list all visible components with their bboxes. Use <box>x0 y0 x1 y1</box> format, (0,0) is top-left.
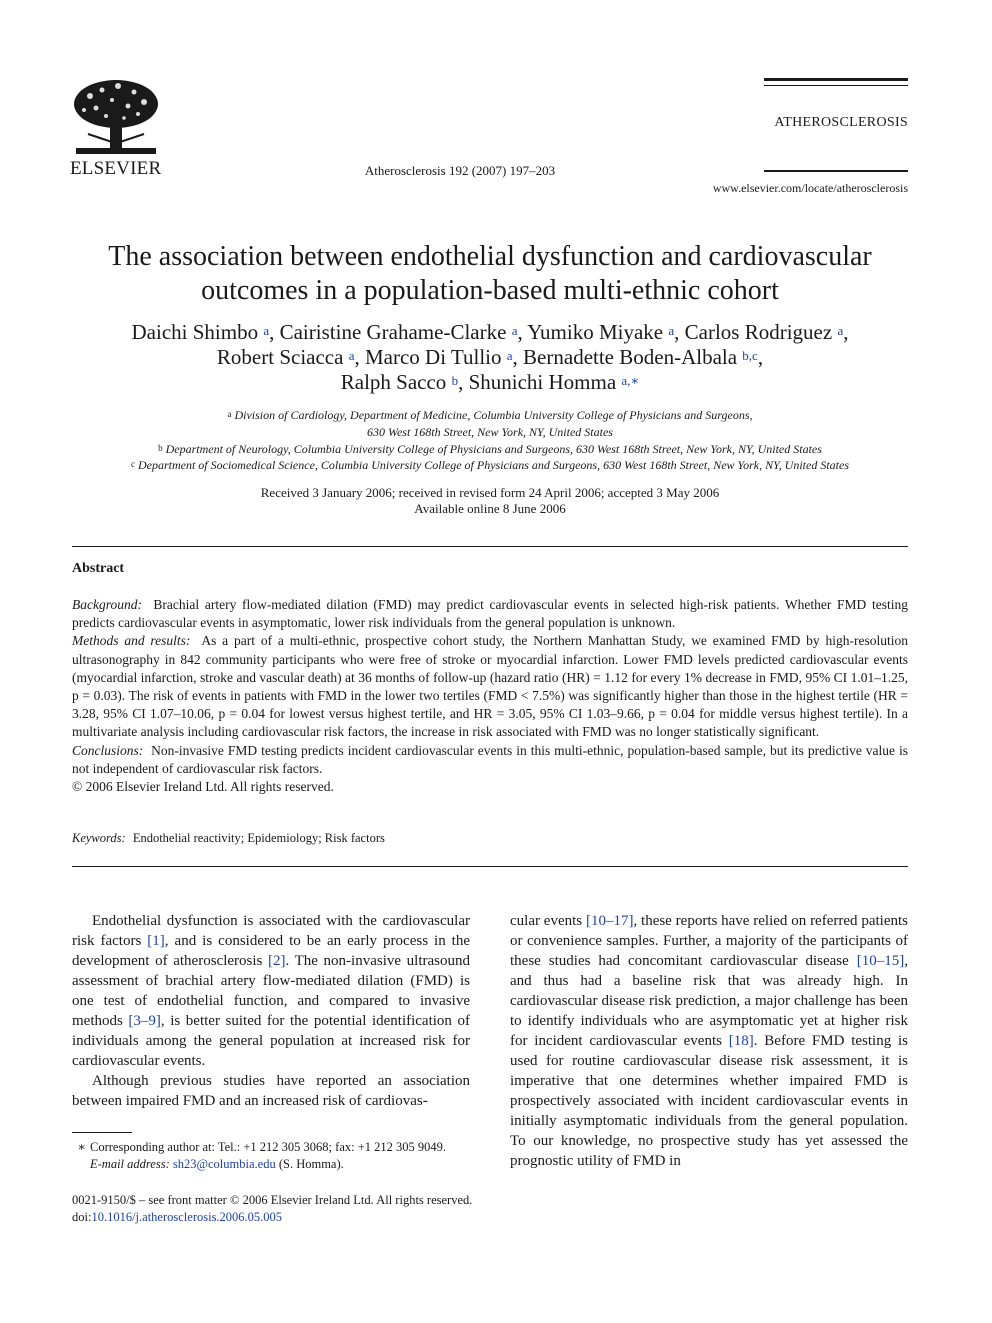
body-paragraph: Although previous studies have reported an association between impaired FMD and an increased risk of cardiovas- <box>72 1073 470 1109</box>
copyright: © 2006 Elsevier Ireland Ltd. All rights reserved. <box>72 779 334 795</box>
author-affiliation-mark[interactable]: a <box>511 323 518 338</box>
journal-citation: Atherosclerosis 192 (2007) 197–203 <box>364 163 556 178</box>
methods-text: As a part of a multi-ethnic, prospective cohort study, the Northern Manhattan Study, we examined FMD by high-resolution ultrasonography in 842 community participants who were free of stroke or myocardial infarction. Lower FMD levels predicted cardiovascular events (myocardial infarction, stroke and vascular death) at 36 months of follow-up (hazard ratio (HR) = 1.12 for every 1% decrease in FMD, 95% CI 1.01–1.25, p = 0.03). The risk of events in patients with FMD in the lower two tertiles (FMD < 7.5%) was significantly higher than those in the highest tertile (HR = 3.28, 95% CI 1.07–10.06, p = 0.04 for lowest versus highest tertile, and HR = 3.05, 95% CI 1.03–9.66, p = 0.04 for middle versus highest tertile). In a multivariate analysis including cardiovascular risk factors, the increase in risk associated with FMD was no longer statistically significant. <box>72 633 908 740</box>
body-paragraph <box>510 911 908 1171</box>
author-affiliation-mark[interactable]: a,∗ <box>621 373 640 388</box>
body-text: cular events <box>510 913 586 929</box>
journal-url[interactable]: www.elsevier.com/locate/atherosclerosis <box>712 181 908 195</box>
conclusions-text: Non-invasive FMD testing predicts incident cardiovascular events in this multi-ethnic, population-based sample, but its predictive value is not independent of cardiovascular risk factors. <box>72 742 908 776</box>
body-column-right <box>510 911 908 1171</box>
affiliation-list <box>72 407 908 474</box>
reference-link[interactable]: [10–15] <box>856 953 905 969</box>
received-dates: Received 3 January 2006; received in revised form 24 April 2006; accepted 3 May 2006 <box>260 485 720 500</box>
affiliation-text: Division of Cardiology, Department of Medicine, Columbia University College of Physicians and Surgeons, <box>234 408 753 422</box>
abstract-body <box>72 596 908 796</box>
author-name: Robert Sciacca <box>216 345 344 369</box>
corresponding-text: Corresponding author at: Tel.: +1 212 305 3068; fax: +1 212 305 9049. <box>90 1140 447 1154</box>
publisher-name: ELSEVIER <box>70 158 162 179</box>
author-line-1: Daichi Shimbo $^a$, Cairistine Grahame-Clarke $^a$, Yumiko Miyake $^a$, Carlos Rodriguez $^a$, <box>131 320 849 344</box>
body-text: , is better suited for the potential identification of individuals among the general population at increased risk for cardiovascular events. <box>72 1013 470 1069</box>
author-affiliation-mark[interactable]: b <box>451 373 459 388</box>
header-rule-top-1 <box>764 78 908 81</box>
abstract-conclusions <box>72 742 908 778</box>
body-paragraph <box>72 911 470 1071</box>
author-name: Bernadette Boden-Albala <box>523 345 738 369</box>
title-line-2: outcomes in a population-based multi-ethnic cohort <box>201 275 779 306</box>
author-line-2: Robert Sciacca $^a$, Marco Di Tullio $^a$, Bernadette Boden-Albala $^{b,c}$, <box>216 345 764 369</box>
abstract-background <box>72 596 908 632</box>
author-list <box>72 320 908 395</box>
email-label: E-mail address: <box>90 1157 170 1171</box>
footnote-star: ∗ <box>77 1140 86 1154</box>
affiliation-a-line-2: 630 West 168th Street, New York, NY, United States <box>367 424 613 439</box>
article-title <box>72 240 908 308</box>
author-name: Ralph Sacco <box>340 370 447 394</box>
doi-link[interactable]: 10.1016/j.atherosclerosis.2006.05.005 <box>91 1210 283 1224</box>
issn-line: 0021-9150/$ – see front matter © 2006 Elsevier Ireland Ltd. All rights reserved. <box>72 1193 473 1207</box>
header-rule-top-2 <box>764 85 908 86</box>
affiliation-mark: b <box>158 442 163 453</box>
methods-label: Methods and results: <box>72 633 191 649</box>
keywords-text: Endothelial reactivity; Epidemiology; Risk factors <box>132 831 385 845</box>
email-name: (S. Homma). <box>278 1157 344 1171</box>
author-name: Shunichi Homma <box>468 370 617 394</box>
affiliation-text: Department of Neurology, Columbia University College of Physicians and Surgeons, 630 West 168th Street, New York, NY, United States <box>165 441 822 456</box>
background-label: Background: <box>72 597 142 612</box>
doi-line <box>72 1209 472 1226</box>
abstract-top-rule <box>72 546 908 547</box>
affiliation-c <box>72 457 908 474</box>
author-affiliation-mark[interactable]: a <box>506 348 513 363</box>
affiliation-mark: c <box>130 459 135 470</box>
reference-link[interactable]: [3–9] <box>128 1013 161 1029</box>
background-text: Brachial artery flow-mediated dilation (FMD) may predict cardiovascular events in selected high-risk patients. Whether FMD testing predicts cardiovascular events in asymptomatic, lower risk individuals from the general population is unknown. <box>72 597 909 631</box>
author-line-3: Ralph Sacco $^b$, Shunichi Homma $^{a,∗}$ <box>340 370 640 394</box>
affiliation-a <box>72 407 908 424</box>
reference-link[interactable]: [18] <box>728 1033 754 1049</box>
author-name: Yumiko Miyake <box>527 320 664 344</box>
body-text: , and thus had a baseline risk that was already high. In cardiovascular disease risk prediction, a major challenge has been to identify individuals who are asymptomatic yet at higher risk for incident cardiovascular events <box>510 953 908 1049</box>
email-link[interactable]: sh23@columbia.edu <box>172 1157 276 1171</box>
title-line-1: The association between endothelial dysfunction and cardiovascular <box>108 241 872 272</box>
author-affiliation-mark[interactable]: a <box>668 323 675 338</box>
reference-link[interactable]: [2] <box>268 953 286 969</box>
body-text: , these reports have relied on referred patients or convenience samples. Further, a majority of the participants of these studies had concomitant cardiovascular disease <box>510 913 908 969</box>
journal-name: ATHEROSCLEROSIS <box>774 115 908 130</box>
body-column-left <box>72 911 470 1111</box>
abstract-heading: Abstract <box>72 561 125 576</box>
corresponding-author-footnote <box>72 1139 472 1173</box>
available-online-date: Available online 8 June 2006 <box>414 501 566 516</box>
conclusions-label: Conclusions: <box>72 742 144 758</box>
body-text: Endothelial dysfunction is associated with the cardiovascular risk factors <box>72 913 470 949</box>
body-text: . The non-invasive ultrasound assessment of brachial artery flow-mediated dilation (FMD) is one test of endothelial function, and compared to invasive methods <box>72 953 470 1029</box>
author-name: Daichi Shimbo <box>131 320 259 344</box>
abstract-methods <box>72 632 908 741</box>
front-matter <box>72 1192 472 1226</box>
author-name: Carlos Rodriguez <box>684 320 833 344</box>
keywords-label: Keywords: <box>72 831 126 845</box>
tree-logo-icon <box>68 76 164 158</box>
article-dates <box>72 485 908 517</box>
body-text: , and is considered to be an early process in the development of atherosclerosis <box>72 933 471 969</box>
author-affiliation-mark[interactable]: a <box>348 348 355 363</box>
header-rule-bottom <box>764 170 908 172</box>
footnote-line-1 <box>72 1139 472 1156</box>
abstract-bottom-rule <box>72 866 908 867</box>
author-affiliation-mark[interactable]: a <box>837 323 844 338</box>
footnote-rule <box>72 1132 132 1133</box>
footnote-line-2 <box>72 1156 472 1173</box>
author-name: Cairistine Grahame-Clarke <box>279 320 507 344</box>
affiliation-mark: a <box>227 409 232 419</box>
affiliation-b <box>72 441 908 458</box>
doi-label: doi: <box>72 1210 92 1224</box>
author-affiliation-mark[interactable]: b,c <box>742 348 758 363</box>
reference-link[interactable]: [1] <box>147 933 165 949</box>
author-affiliation-mark[interactable]: a <box>263 323 270 338</box>
author-name: Marco Di Tullio <box>364 345 502 369</box>
reference-link[interactable]: [10–17] <box>585 913 634 929</box>
affiliation-text: Department of Sociomedical Science, Columbia University College of Physicians and Surgeons, 630 West 168th Street, New York, NY, United States <box>137 458 850 473</box>
body-text: . Before FMD testing is used for routine cardiovascular disease risk assessment, it is imperative that one determines whether impaired FMD is prospectively associated with incident cardiovascular events in initially asymptomatic individuals from the general population. To our knowledge, no prospective study has yet assessed the prognostic utility of FMD in <box>510 1033 908 1169</box>
keywords <box>72 831 385 846</box>
